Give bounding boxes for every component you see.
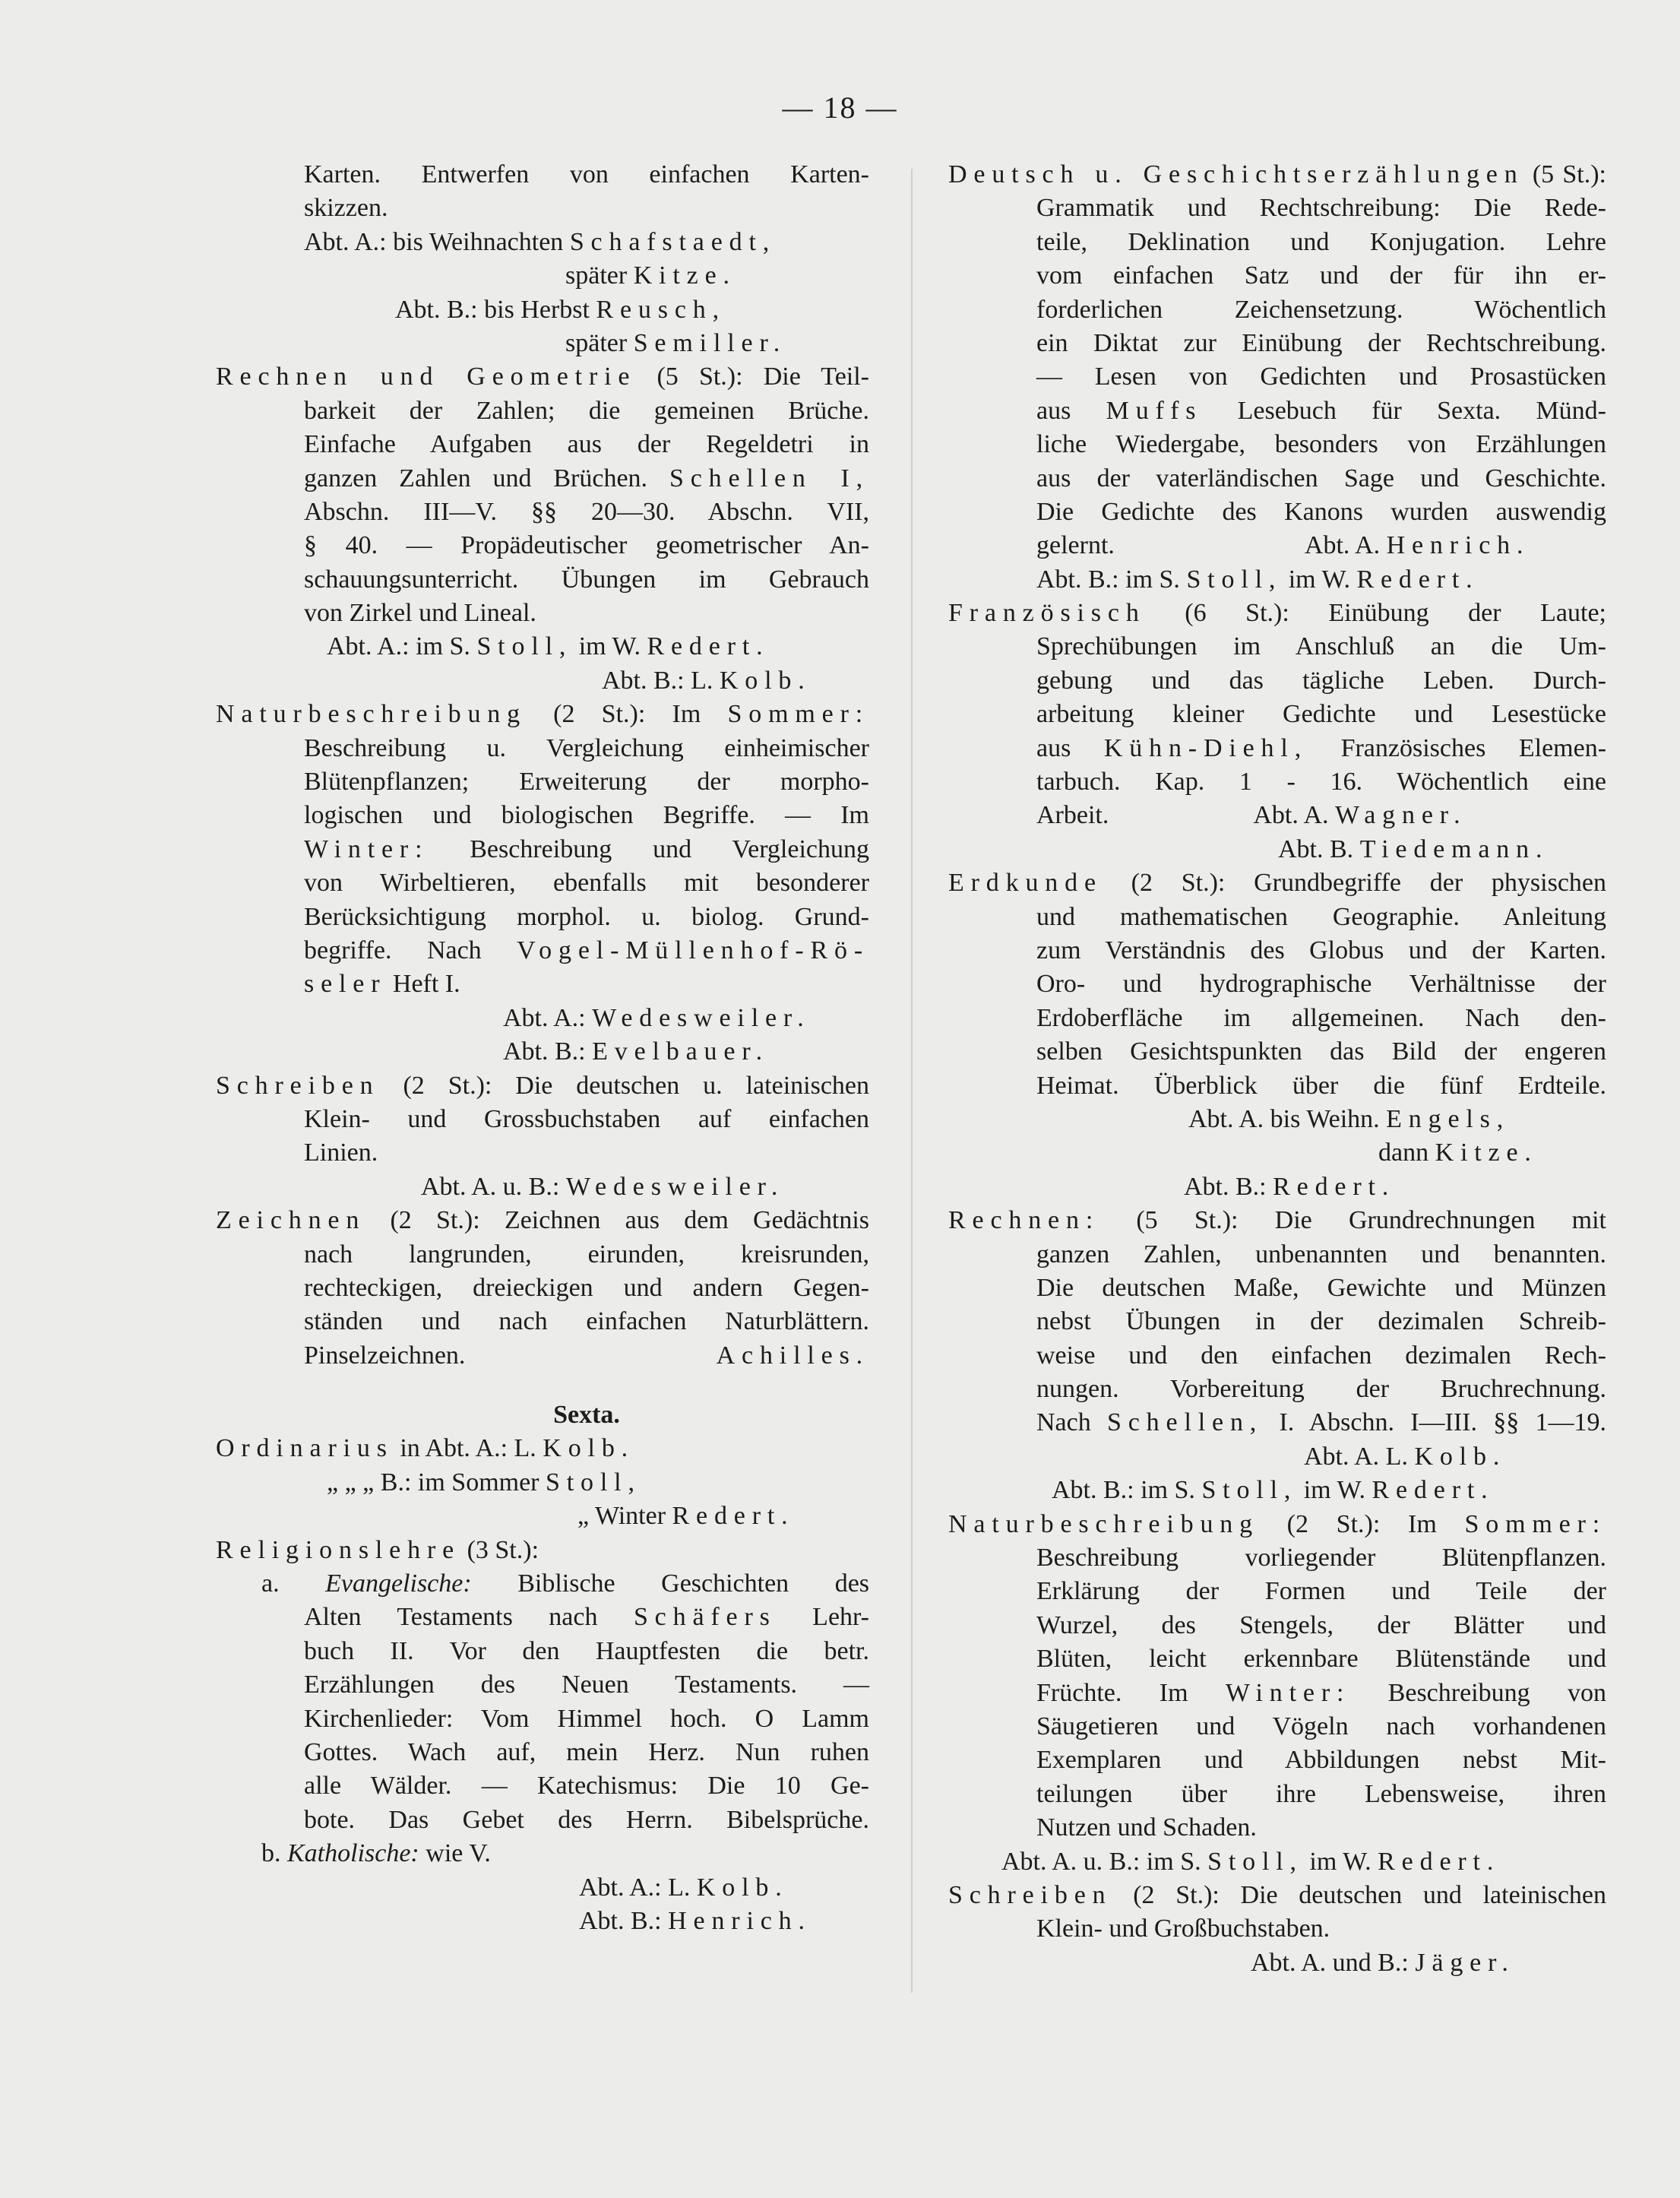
- text-line: barkeit der Zahlen; die gemeinen Brüche.: [304, 396, 869, 425]
- text-line: Winter: Beschreibung und Vergleichung: [304, 835, 869, 863]
- section-heading-naturbeschreibung: Naturbeschreibung (2 St.): Im Sommer:: [216, 700, 870, 729]
- teacher-line: Abt. B.: im S. Stoll, im W. Redert.: [1052, 1476, 1495, 1505]
- text-line: b. Katholische: wie V.: [261, 1839, 491, 1868]
- teacher-line: dann Kitze.: [1378, 1139, 1538, 1167]
- text-line: von Wirbeltieren, ebenfalls mit besonderer: [304, 869, 869, 898]
- text-line: nach langrunden, eirunden, kreisrunden,: [304, 1240, 869, 1268]
- text-line: § 40. — Propädeutischer geometrischer An-: [304, 531, 869, 560]
- text-line: Exemplaren und Abbildungen nebst Mit-: [1036, 1746, 1606, 1775]
- text-line: teile, Deklination und Konjugation. Lehre: [1036, 227, 1606, 256]
- text-line: begriffe. Nach Vogel-Müllenhof-Rö-: [304, 936, 870, 964]
- text-line: buch II. Vor den Hauptfesten die betr.: [304, 1636, 869, 1665]
- text-line: aus Muffs Lesebuch für Sexta. Münd-: [1036, 396, 1607, 425]
- text-line: und mathematischen Geographie. Anleitung: [1036, 902, 1606, 931]
- right-column: [948, 158, 1606, 1980]
- section-heading-zeichnen: Zeichnen (2 St.): Zeichnen aus dem Gedächtnis: [216, 1206, 870, 1235]
- text-line: seler Heft I.: [304, 970, 460, 999]
- page-number: — 18 —: [782, 90, 898, 125]
- text-line: Grammatik und Rechtschreibung: Die Rede-: [1036, 194, 1606, 223]
- text-line: a. Evangelische: Biblische Geschichten des: [261, 1569, 870, 1598]
- teacher-line: Arbeit. Abt. A. Wagner.: [1036, 801, 1467, 830]
- text-line: alle Wälder. — Katechismus: Die 10 Ge-: [304, 1772, 869, 1801]
- text-line: Karten. Entwerfen von einfachen Karten-: [304, 160, 869, 188]
- text-line: vom einfachen Satz und der für ihn er-: [1036, 261, 1606, 290]
- text-line: Erklärung der Formen und Teile der: [1036, 1577, 1606, 1606]
- text-line: Heimat. Überblick über die fünf Erdteile.: [1036, 1071, 1606, 1100]
- text-line: von Zirkel und Lineal.: [304, 599, 536, 628]
- text-line: zum Verständnis des Globus und der Karten.: [1036, 936, 1606, 964]
- section-heading-naturbeschreibung: Naturbeschreibung (2 St.): Im Sommer:: [948, 1509, 1607, 1538]
- section-heading-deutsch: Deutsch u. Geschichtserzählungen (5 St.):: [948, 160, 1606, 188]
- text-line: — Lesen von Gedichten und Prosastücken: [1036, 363, 1606, 391]
- text-line: arbeitung kleiner Gedichte und Lesestücke: [1036, 700, 1606, 729]
- text-line: Erdoberfläche im allgemeinen. Nach den-: [1036, 1003, 1606, 1032]
- text-line: logischen und biologischen Begriffe. — Im: [304, 801, 869, 830]
- teacher-line: Abt. B.: Redert.: [1184, 1172, 1396, 1201]
- text-line: weise und den einfachen dezimalen Rech-: [1036, 1341, 1606, 1370]
- text-line: Blütenpflanzen; Erweiterung der morpho-: [304, 768, 869, 797]
- text-line: nungen. Vorbereitung der Bruchrechnung.: [1036, 1375, 1606, 1404]
- text-line: Beschreibung u. Vergleichung einheimischer: [304, 733, 869, 762]
- teacher-line: gelernt. Abt. A. Henrich.: [1036, 531, 1530, 560]
- section-heading-franzoesisch: Französisch (6 St.): Einübung der Laute;: [948, 599, 1607, 628]
- text-line: ganzen Zahlen und Brüchen. Schellen I,: [304, 464, 870, 492]
- text-line: Nutzen und Schaden.: [1036, 1813, 1257, 1842]
- section-heading-rechnen: Rechnen: (5 St.): Die Grundrechnungen mit: [948, 1206, 1606, 1235]
- text-line: gebung und das tägliche Leben. Durch-: [1036, 666, 1606, 695]
- section-heading-religion: Religionslehre (3 St.):: [216, 1535, 539, 1564]
- teacher-line: Abt. A.: Wedesweiler.: [503, 1003, 811, 1032]
- teacher-line: Abt. B.: im S. Stoll, im W. Redert.: [1036, 565, 1479, 594]
- text-line: tarbuch. Kap. 1 - 16. Wöchentlich eine: [1036, 768, 1606, 797]
- ordinarius-line: „ „ „ B.: im Sommer Stoll,: [327, 1468, 641, 1496]
- column-divider: [911, 169, 913, 1993]
- left-column: [216, 158, 869, 1938]
- text-line: Wurzel, des Stengels, der Blätter und: [1036, 1610, 1606, 1639]
- teacher-line: Abt. A.: im S. Stoll, im W. Redert.: [327, 632, 770, 661]
- teacher-line: später Kitze.: [565, 261, 736, 290]
- teacher-line: Abt. A.: L. Kolb.: [579, 1873, 789, 1902]
- teacher-line: Abt. A. u. B.: Wedesweiler.: [421, 1172, 785, 1201]
- section-heading-schreiben: Schreiben (2 St.): Die deutschen u. lateinischen: [216, 1071, 869, 1100]
- text-line: ganzen Zahlen, unbenannten und benannten.: [1036, 1240, 1606, 1268]
- teacher-line: Abt. A. L. Kolb.: [1304, 1442, 1507, 1471]
- text-line: Klein- und Großbuchstaben.: [1036, 1915, 1330, 1943]
- section-heading-schreiben: Schreiben (2 St.): Die deutschen und lateinischen: [948, 1880, 1606, 1909]
- text-line: Pinselzeichnen. Achilles.: [304, 1341, 869, 1370]
- teacher-line: Abt. A. u. B.: im S. Stoll, im W. Redert.: [1001, 1847, 1501, 1876]
- teacher-line: später Semiller.: [565, 328, 787, 357]
- text-line: forderlichen Zeichensetzung. Wöchentlich: [1036, 295, 1606, 324]
- ordinarius-line: „ Winter Redert.: [577, 1502, 795, 1531]
- text-line: Oro- und hydrographische Verhältnisse der: [1036, 970, 1606, 999]
- class-heading-sexta: Sexta.: [553, 1401, 620, 1430]
- text-line: nebst Übungen in der dezimalen Schreib-: [1036, 1307, 1606, 1336]
- text-line: selben Gesichtspunkten das Bild der engeren: [1036, 1037, 1606, 1066]
- text-line: Die Gedichte des Kanons wurden auswendig: [1036, 497, 1606, 526]
- text-line: Früchte. Im Winter: Beschreibung von: [1036, 1678, 1607, 1707]
- teacher-line: Abt. B.: Evelbauer.: [503, 1037, 769, 1066]
- section-heading-rechnen: Rechnen und Geometrie (5 St.): Die Teil-: [216, 363, 870, 391]
- text-line: Säugetieren und Vögeln nach vorhandenen: [1036, 1712, 1606, 1740]
- text-line: teilungen über ihre Lebensweise, ihren: [1036, 1779, 1606, 1808]
- ordinarius-line: Ordinarius in Abt. A.: L. Kolb.: [216, 1434, 634, 1463]
- teacher-line: Abt. B.: bis Herbst Reusch,: [395, 295, 726, 324]
- text-line: ständen und nach einfachen Naturblättern.: [304, 1307, 869, 1336]
- text-line: aus der vaterländischen Sage und Geschichte.: [1036, 464, 1606, 492]
- text-line: schauungsunterricht. Übungen im Gebrauch: [304, 565, 869, 594]
- text-line: aus Kühn-Diehl, Französisches Elemen-: [1036, 733, 1607, 762]
- text-line: Klein- und Grossbuchstaben auf einfachen: [304, 1104, 869, 1133]
- text-line: Berücksichtigung morphol. u. biolog. Grund-: [304, 902, 869, 931]
- text-line: liche Wiedergabe, besonders von Erzählungen: [1036, 430, 1606, 459]
- text-line: Blüten, leicht erkennbare Blütenstände und: [1036, 1645, 1606, 1674]
- teacher-line: Abt. B.: Henrich.: [579, 1906, 812, 1935]
- text-line: Kirchenlieder: Vom Himmel hoch. O Lamm: [304, 1704, 869, 1733]
- text-line: skizzen.: [304, 194, 388, 223]
- text-line: Nach Schellen, I. Abschn. I—III. §§ 1—19.: [1036, 1408, 1606, 1437]
- text-line: Linien.: [304, 1139, 378, 1167]
- teacher-line: Abt. A. und B.: Jäger.: [1251, 1948, 1515, 1977]
- text-line: Gottes. Wach auf, mein Herz. Nun ruhen: [304, 1737, 869, 1766]
- text-line: Abschn. III—V. §§ 20—30. Abschn. VII,: [304, 497, 869, 526]
- teacher-line: Abt. A.: bis Weihnachten Schafstaedt,: [304, 227, 777, 256]
- section-heading-erdkunde: Erdkunde (2 St.): Grundbegriffe der physischen: [948, 869, 1607, 898]
- text-line: ein Diktat zur Einübung der Rechtschreibung.: [1036, 328, 1606, 357]
- teacher-line: Abt. B. Tiedemann.: [1278, 835, 1549, 863]
- text-line: bote. Das Gebet des Herrn. Bibelsprüche.: [304, 1805, 869, 1834]
- teacher-line: Abt. A. bis Weihn. Engels,: [1188, 1104, 1511, 1133]
- text-line: Beschreibung vorliegender Blütenpflanzen.: [1036, 1544, 1606, 1572]
- text-line: Einfache Aufgaben aus der Regeldetri in: [304, 430, 869, 459]
- teacher-line: Abt. B.: L. Kolb.: [602, 666, 812, 695]
- text-line: rechteckigen, dreieckigen und andern Gegen-: [304, 1273, 869, 1302]
- text-line: Erzählungen des Neuen Testaments. —: [304, 1671, 869, 1699]
- text-line: Sprechübungen im Anschluß an die Um-: [1036, 632, 1606, 661]
- text-line: Die deutschen Maße, Gewichte und Münzen: [1036, 1273, 1606, 1302]
- text-line: Alten Testaments nach Schäfers Lehr-: [304, 1603, 869, 1632]
